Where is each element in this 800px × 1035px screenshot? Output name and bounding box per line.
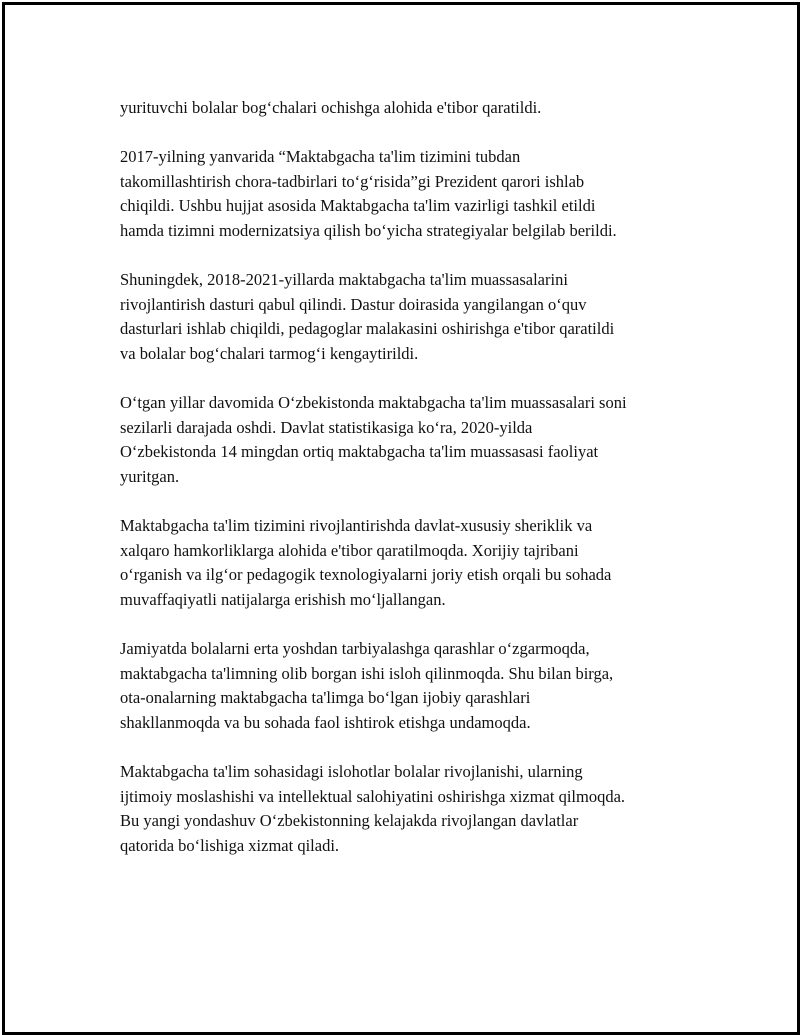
paragraph-3: Shuningdek, 2018-2021-yillarda maktabgacha ta'lim muassasalarini rivojlantirish dasturi qabul qilindi. Dastur doirasida yangilangan o‘quv dasturlari ishlab chiqildi, pedagoglar malakasini oshirishga e'tibor qaratildi va bolalar bog‘chalari tarmog‘i kengaytirildi.: [120, 270, 615, 363]
paragraph-2: 2017-yilning yanvarida “Maktabgacha ta'lim tizimini tubdan takomillashtirish chora-tadbirlari to‘g‘risida”gi Prezident qarori ishlab chiqildi. Ushbu hujjat asosida Maktabgacha ta'lim vazirligi tashkil etildi hamda tizimni modernizatsiya qilish bo‘yicha strategiyalar belgilab berildi.: [120, 147, 617, 240]
paragraph-1: yurituvchi bolalar bog‘chalari ochishga alohida e'tibor qaratildi.: [120, 98, 542, 117]
paragraph-5: Maktabgacha ta'lim tizimini rivojlantirishda davlat-xususiy sheriklik va xalqaro hamkorliklarga alohida e'tibor qaratilmoqda. Xorijiy tajribani o‘rganish va ilg‘or pedagogik texnologiyalarni joriy etish orqali bu sohada muvaffaqiyatli natijalarga erishish mo‘ljallangan.: [120, 516, 612, 609]
page-frame: [2, 2, 800, 1035]
paragraph-6: Jamiyatda bolalarni erta yoshdan tarbiyalashga qarashlar o‘zgarmoqda, maktabgacha ta'limning olib borgan ishi isloh qilinmoqda. Shu bilan birga, ota-onalarning maktabgacha ta'limga bo‘lgan ijobiy qarashlari shakllanmoqda va bu sohada faol ishtirok etishga undamoqda.: [120, 639, 614, 732]
paragraph-4: O‘tgan yillar davomida O‘zbekistonda maktabgacha ta'lim muassasalari soni sezilarli darajada oshdi. Davlat statistikasiga ko‘ra, 2020-yilda O‘zbekistonda 14 mingdan ortiq maktabgacha ta'lim muassasasi faoliyat yuritgan.: [120, 393, 627, 486]
document-body: [120, 96, 720, 883]
paragraph-7: Maktabgacha ta'lim sohasidagi islohotlar bolalar rivojlanishi, ularning ijtimoiy moslashishi va intellektual salohiyatini oshirishga xizmat qilmoqda. Bu yangi yondashuv O‘zbekistonning kelajakda rivojlangan davlatlar qatorida bo‘lishiga xizmat qiladi.: [120, 762, 626, 855]
